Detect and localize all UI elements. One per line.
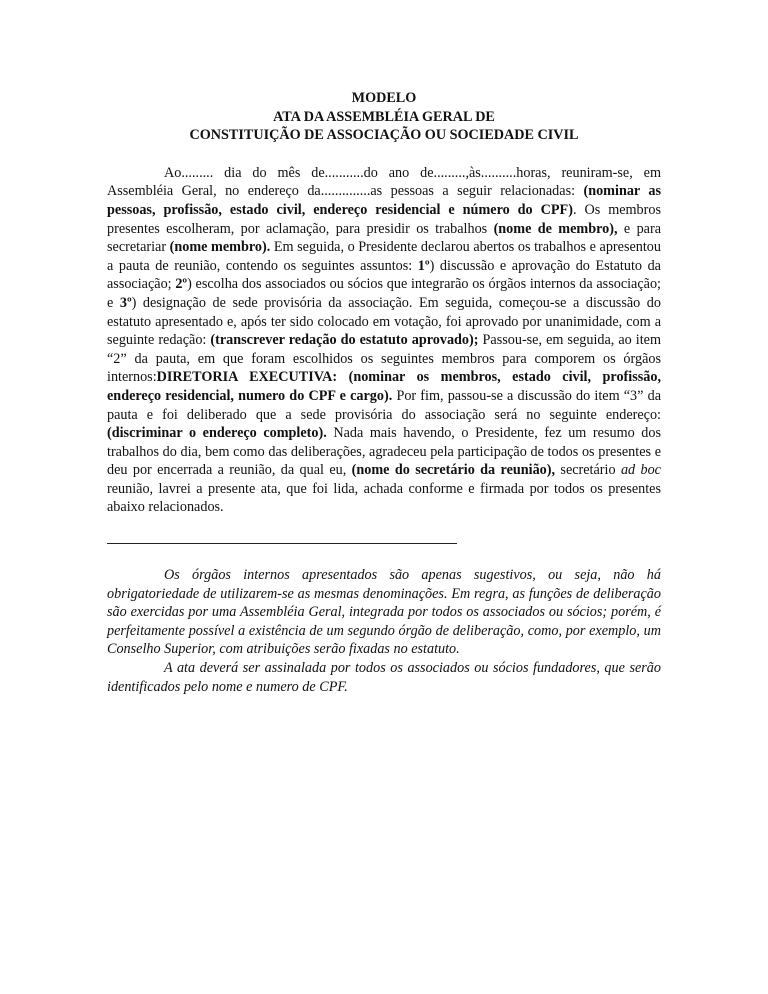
agenda-item-1: 1º <box>417 257 430 274</box>
placeholder-board: DIRETORIA EXECUTIVA: (nominar os membros, estado civil, profissão, endereço residencial, numero do CPF e cargo). <box>107 369 661 404</box>
placeholder-address: (discriminar o endereço completo). <box>107 425 327 442</box>
placeholder-secretary: (nome membro). <box>169 239 271 256</box>
body-text: e para secretariar <box>107 220 661 256</box>
placeholder-members: (nominar as pessoas, profissão, estado civil, endereço residencial e número do CPF) <box>107 183 662 218</box>
body-text: ) discussão e aprovação do Estatuto da associação; <box>107 257 661 293</box>
minutes-body-paragraph <box>107 164 661 517</box>
placeholder-statute: (transcrever redação do estatuto aprovado); <box>210 332 479 349</box>
document-page <box>107 89 661 696</box>
body-text: Passou-se, em seguida, ao item “2” da pauta, em que foram escolhidos os seguintes membros para comporem os órgãos internos: <box>107 332 662 386</box>
body-text: Por fim, passou-se a discussão do item “3” da pauta e foi deliberado que a sede provisória do associação será no seguinte endereço: <box>107 387 661 423</box>
note-paragraph-1: Os órgãos internos apresentados são apenas sugestivos, ou seja, não há obrigatoriedade de utilizarem-se as mesmas denominações. Em regra, as funções de deliberação são exercidas por uma Assembléia Geral, integrada por todos os associados ou sócios; porém, é perfeitamente possível a existência de um segundo órgão de deliberação, como, por exemplo, um Conselho Superior, com atribuições serão fixadas no estatuto. <box>107 567 661 658</box>
latin-term: ad boc <box>620 462 661 479</box>
title-line-2: ATA DA ASSEMBLÉIA GERAL DE <box>273 108 495 125</box>
body-text: Nada mais havendo, o Presidente, fez um resumo dos trabalhos do dia, bem como das deliberações, agradeceu pela participação de todos os presentes e deu por encerrada a reunião, da qual eu, <box>107 425 661 479</box>
document-title <box>107 89 661 145</box>
body-text: ) escolha dos associados ou sócios que integrarão os órgãos internos da associação; e <box>107 276 661 311</box>
body-text: reunião, lavrei a presente ata, que foi lida, achada conforme e firmada por todos os presentes abaixo relacionados. <box>107 480 661 516</box>
body-text: Ao......... dia do mês de...........do ano de.........,às..........horas, reuniram-se, em Assembléia Geral, no endereço da..............as pessoas a seguir relacionadas: <box>107 164 661 200</box>
placeholder-president: (nome de membro), <box>493 220 618 237</box>
title-line-3: CONSTITUIÇÃO DE ASSOCIAÇÃO OU SOCIEDADE CIVIL <box>189 127 579 144</box>
agenda-item-3: 3º <box>119 294 132 311</box>
body-text: . Os membros presentes escolheram, por aclamação, para presidir os trabalhos <box>107 201 661 237</box>
placeholder-secretary-name: (nome do secretário da reunião), <box>351 462 556 479</box>
title-line-1: MODELO <box>351 90 417 106</box>
note-paragraph-2: A ata deverá ser assinalada por todos os associados ou sócios fundadores, que serão identificados pelo nome e numero de CPF. <box>107 660 661 695</box>
footnote-separator <box>107 543 457 544</box>
body-text: secretário <box>555 462 621 479</box>
body-text: Em seguida, o Presidente declarou abertos os trabalhos e apresentou a pauta de reunião, contendo os seguintes assuntos: <box>107 239 661 274</box>
agenda-item-2: 2º <box>175 276 188 293</box>
body-text: ) designação de sede provisória da associação. Em seguida, começou-se a discussão do estatuto apresentado e, após ter sido colocado em votação, foi aprovado por unanimidade, com a seguinte redação: <box>107 294 661 349</box>
